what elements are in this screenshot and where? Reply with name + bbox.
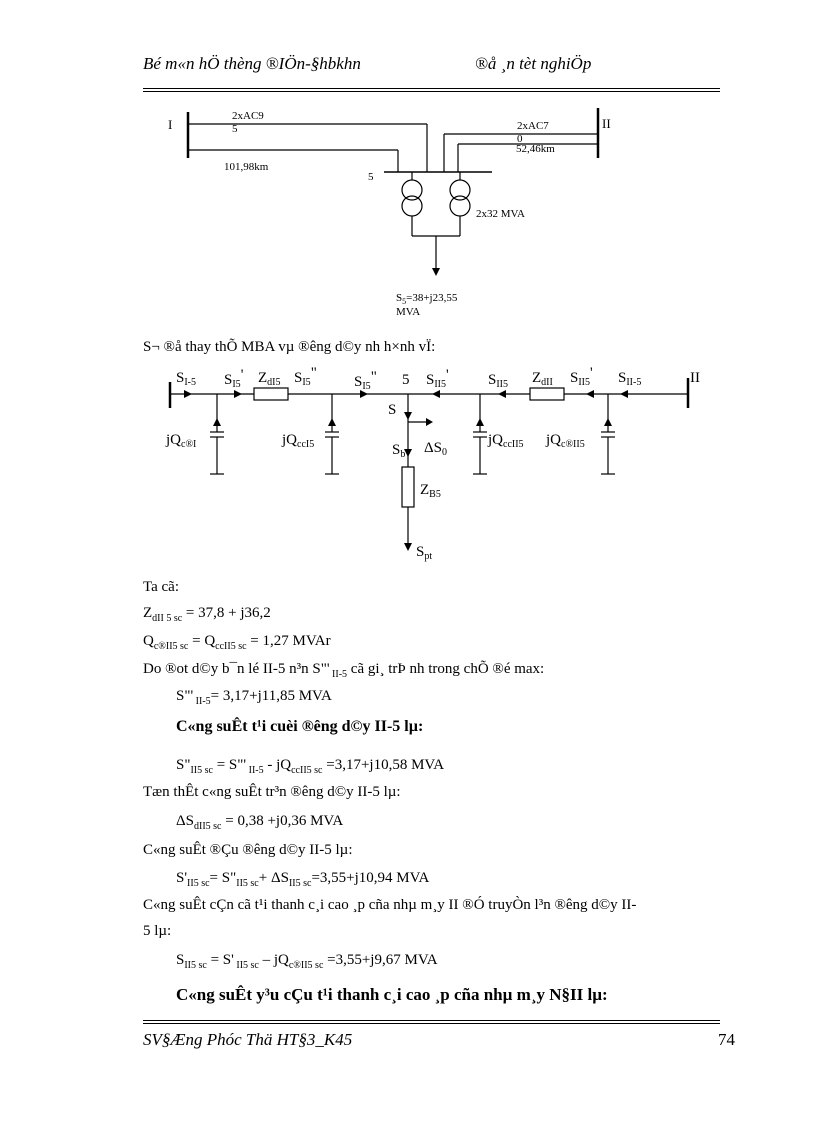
label-jQ-cII5: $jQ_{c®II5}$ xyxy=(546,432,585,450)
label-S-b: $S_b$ xyxy=(392,442,406,460)
page-number: 74 xyxy=(718,1030,735,1049)
single-line-diagram xyxy=(140,100,640,325)
line-left-type: 2xAC9 xyxy=(232,110,264,122)
header-rule-2 xyxy=(143,91,720,92)
label-jQ-ccI5: $jQ_{ccI5}$ xyxy=(282,432,315,450)
text-line-10: C«ng suÊt ®Çu ®êng d©y II-5 lµ: xyxy=(143,842,353,858)
text-line-13: 5 lµ: xyxy=(143,923,172,939)
text-line-5: S"' $_{II-5}$= 3,17+j11,85 MVA xyxy=(176,688,332,707)
text-line-1: Ta cã: xyxy=(143,579,180,595)
text-line-15: C«ng suÊt y³u cÇu t¹i thanh c¸i cao ¸p cña nhµ m¸y N§II lµ: xyxy=(176,985,608,1004)
equivalent-circuit-diagram xyxy=(140,362,740,572)
label-Z-dI5: $Z_{dI5}$ xyxy=(258,370,281,388)
text-line-8: Tæn thÊt c«ng suÊt tr³n ®êng d©y II-5 lµ: xyxy=(143,784,401,800)
text-line-2: $Z_{dII 5 sc} = 37,8 + j36,2$ xyxy=(143,605,271,624)
header-right: ®å ¸n tèt nghiÖp xyxy=(475,54,592,73)
label-jQ-ccII5: $jQ_{ccII5}$ xyxy=(488,432,524,450)
label-S-I-5: $S_{I-5}$ xyxy=(176,370,197,388)
label-Z-dII: $Z_{dII}$ xyxy=(532,370,553,388)
header-rule xyxy=(143,88,720,89)
bus-I-label: I xyxy=(168,117,173,132)
text-line-9: $\Delta S_{dII5 sc} = 0,38 +j0,36$ MVA xyxy=(176,813,344,832)
text-line-3: $Q_{c®II5 sc} = Q_{ccII5 sc} = 1,27$ MVAr xyxy=(143,633,331,652)
text-line-11: $S'_{II5 sc}=$ $S"_{II5 sc}+ \Delta S_{II5 sc}=3,55+j10,94$ MVA xyxy=(176,870,430,889)
label-S-I5-prime: $S_{I5}'$ xyxy=(224,367,244,390)
label-S-II-5: $S_{II-5}$ xyxy=(618,370,642,388)
line-right-length: 52,46km xyxy=(516,143,555,155)
label-S-pt: $S_{pt}$ xyxy=(416,544,433,562)
header-left: Bé m«n hÖ thèng ®IÖn-§hbkhn xyxy=(143,54,361,73)
line-right-type-2: 0 xyxy=(517,133,523,145)
load-unit: MVA xyxy=(396,306,421,318)
label-S-II5: $S_{II5}$ xyxy=(488,372,509,390)
label-S-II5-prime: $S_{II5}'$ xyxy=(426,367,449,390)
footer-rule-2 xyxy=(143,1023,720,1024)
transformer-label: 2x32 MVA xyxy=(476,208,526,220)
footer-author: SV§Æng Phóc Thä HT§3_K45 xyxy=(143,1030,353,1049)
label-S-I5-dprime: $S_{I5}$" xyxy=(294,365,317,388)
label-bus-II: II xyxy=(690,370,700,386)
bus-II-label: II xyxy=(602,116,611,131)
label-Z-B5: $Z_{B5}$ xyxy=(420,482,441,500)
label-S-mid: S xyxy=(388,402,397,418)
line-right-type: 2xAC7 xyxy=(517,120,549,132)
diagram-caption: S¬ ®å thay thÕ MBA vµ ®êng d©y nh h×nh vÏ: xyxy=(143,339,436,355)
label-S-II5-prime-b: $S_{II5}'$ xyxy=(570,365,593,388)
text-line-4: Do ®ot d©y b¯n lé II-5 n³n S"' $_{II-5}$ cã gi¸ trÞ nh trong chÕ ®é max: xyxy=(143,661,545,680)
footer-rule xyxy=(143,1020,720,1021)
line-left-length: 101,98km xyxy=(224,161,269,173)
load-label: $S_5=38+j23,55$ xyxy=(396,292,458,306)
text-line-6: C«ng suÊt t¹i cuèi ®êng d©y II-5 lµ: xyxy=(176,718,424,735)
label-delta-S0: $\Delta S_0$ xyxy=(424,440,447,458)
label-S-I5-tprime: $S_{I5}$" xyxy=(354,369,377,392)
text-line-12: C«ng suÊt cÇn cã t¹i thanh c¸i cao ¸p cña nhµ m¸y II ®Ó truyÒn l³n ®êng d©y II- xyxy=(143,897,637,913)
line-left-type-2: 5 xyxy=(232,123,238,135)
label-node-5: 5 xyxy=(402,372,410,388)
node-label: 5 xyxy=(368,171,374,183)
label-jQ-cI: $jQ_{c®I}$ xyxy=(166,432,197,450)
text-line-14: $S_{II5 sc} = S'$ $_{II5 sc} - jQ_{c®II5 sc} =3,55+j9,67$ MVA xyxy=(176,952,438,971)
text-line-7: $S"_{II5 sc}$ = S"' $_{II-5} - jQ_{ccII5 sc} =3,17+j10,58$ MVA xyxy=(176,757,445,776)
